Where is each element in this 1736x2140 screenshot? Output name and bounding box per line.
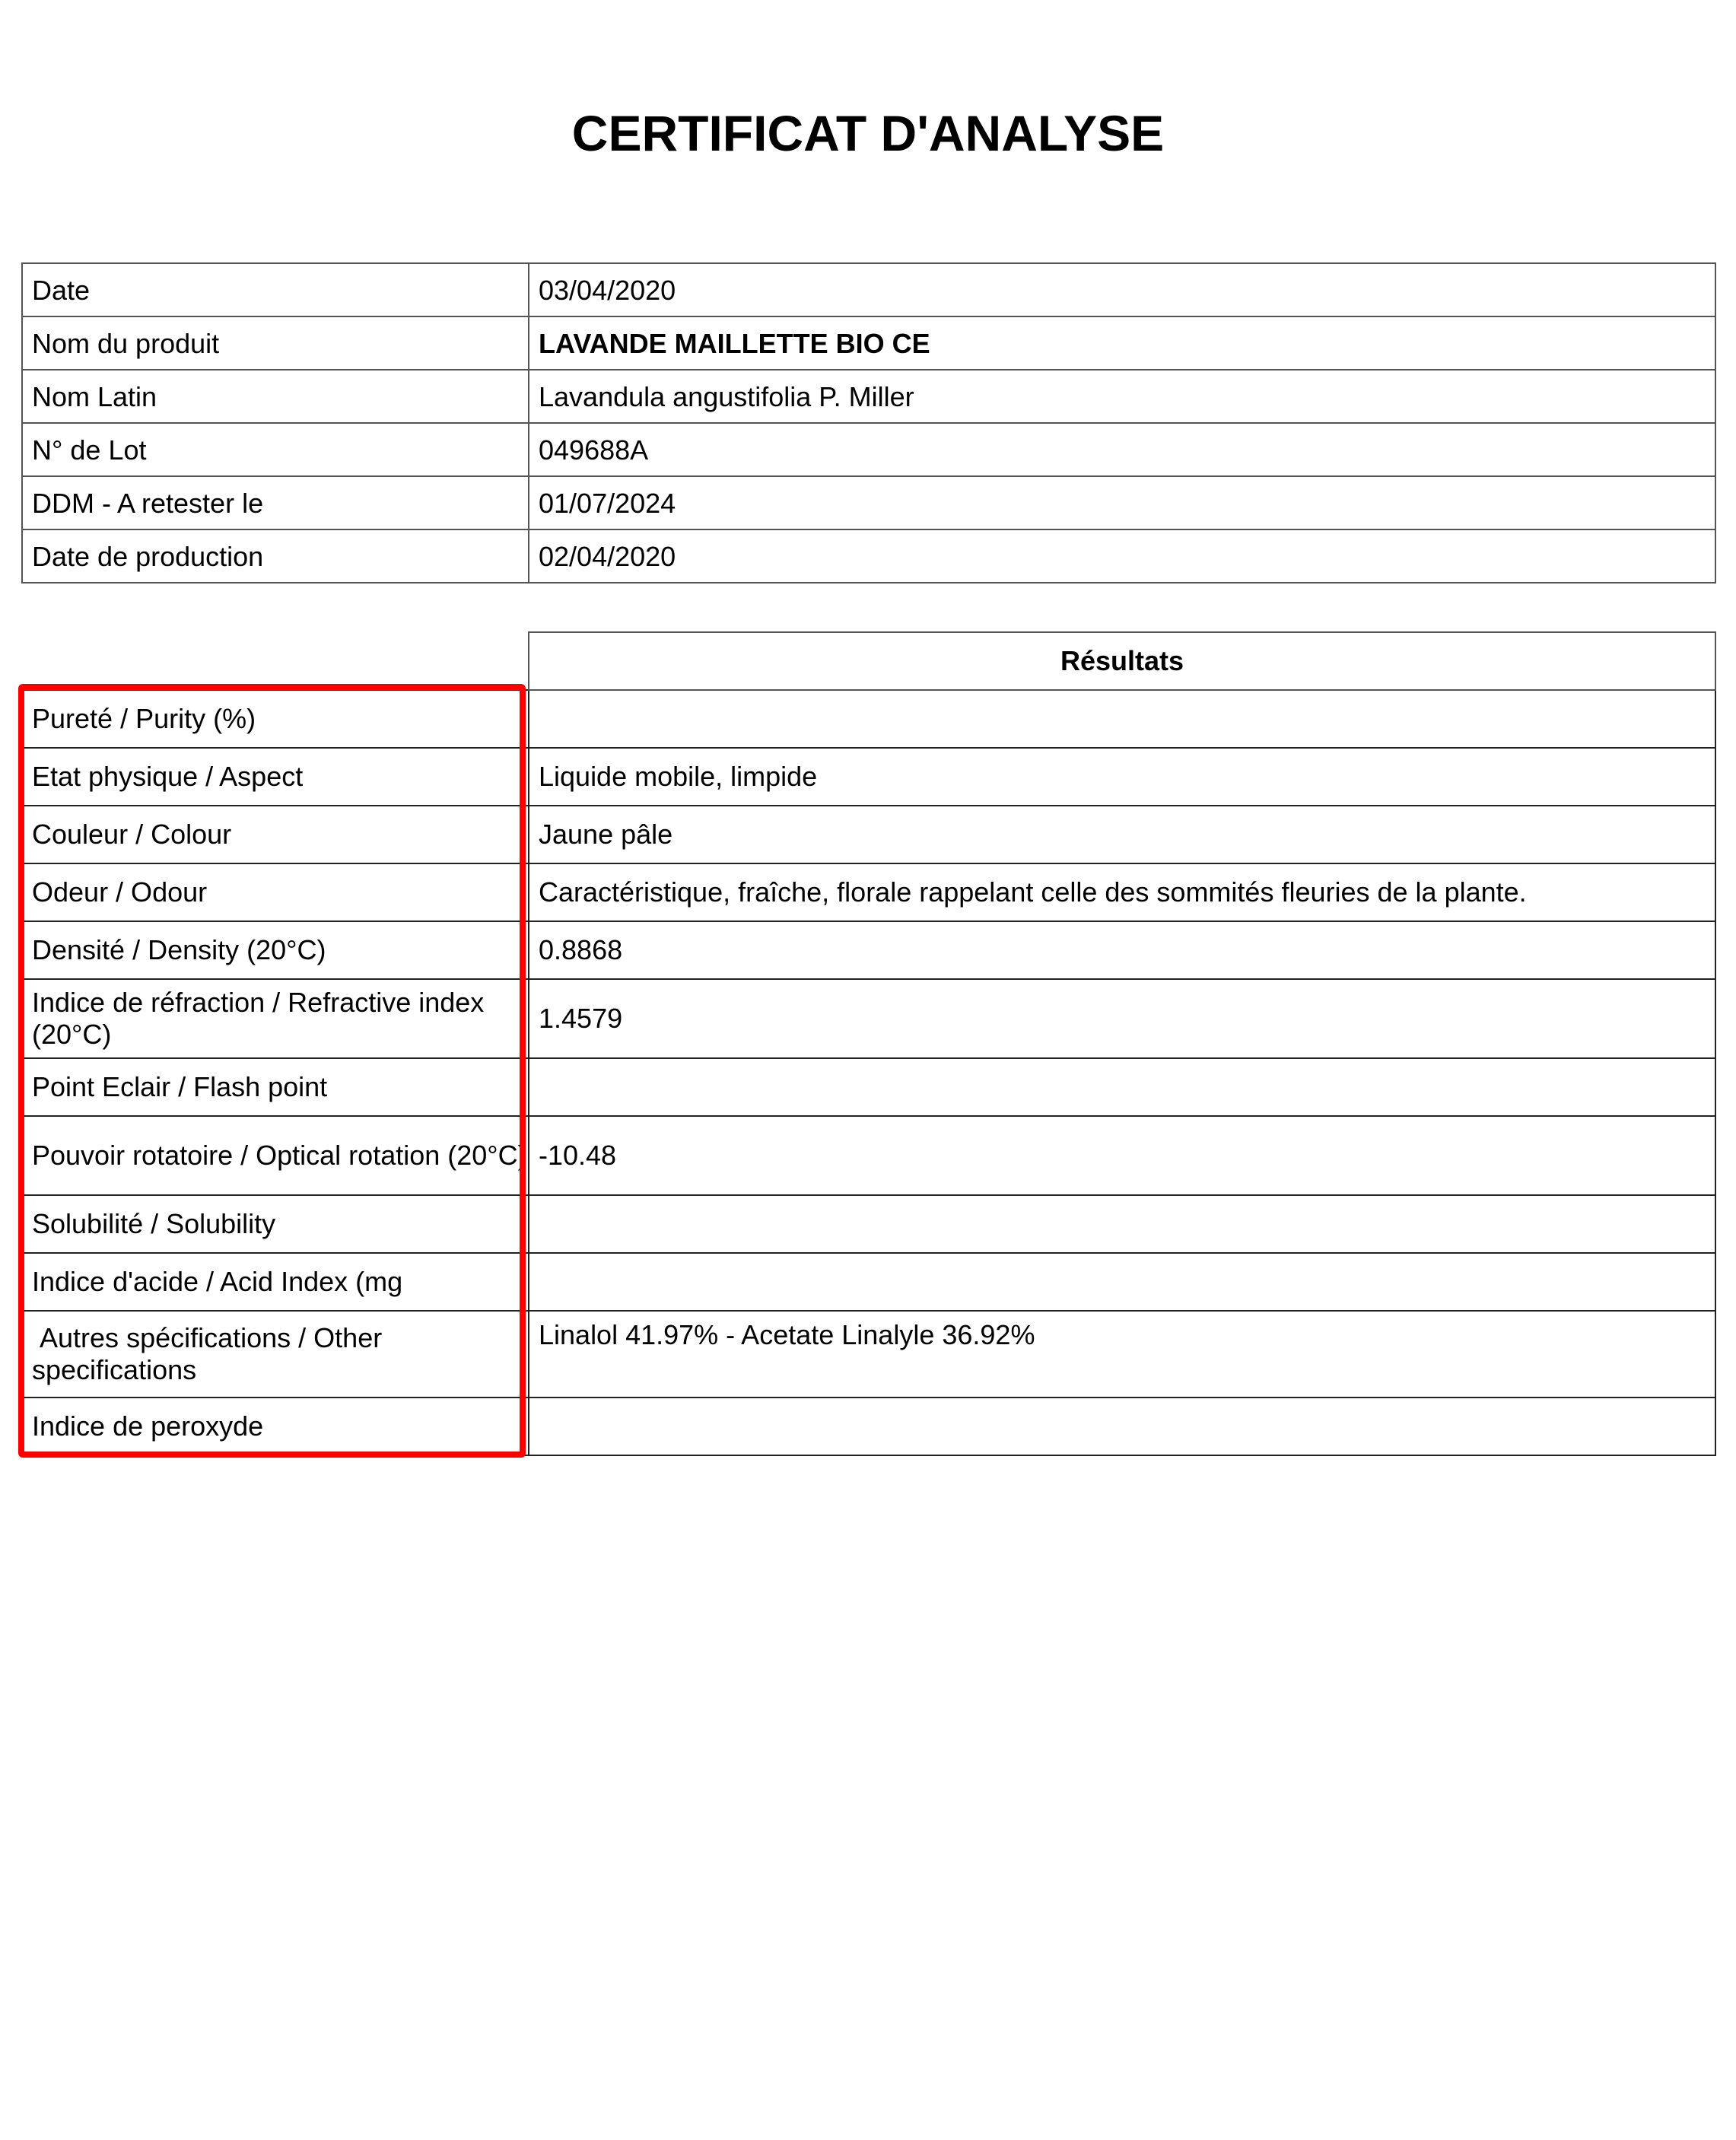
result-label: Autres spécifications / Other specifications [22,1311,529,1398]
result-row-solubility [22,1195,1715,1253]
result-label: Indice de réfraction / Refractive index (20°C) [22,979,529,1058]
info-label: N° de Lot [22,423,529,476]
info-label: Date [22,263,529,316]
result-row-aspect [22,748,1715,806]
result-row-acid-index [22,1253,1715,1311]
info-label: Nom du produit [22,316,529,370]
info-value: 049688A [529,423,1715,476]
result-value: Jaune pâle [529,806,1715,863]
info-label: Date de production [22,529,529,583]
result-value [529,690,1715,748]
result-value [529,1398,1715,1455]
info-row-production-date [22,529,1715,583]
result-row-purity [22,690,1715,748]
product-info-table [21,262,1716,583]
result-value [529,1253,1715,1311]
result-row-colour [22,806,1715,863]
results-table [21,631,1716,1456]
results-header-spacer [22,632,529,690]
result-row-optical-rotation [22,1116,1715,1195]
info-row-date [22,263,1715,316]
result-label: Point Eclair / Flash point [22,1058,529,1116]
results-header: Résultats [529,632,1715,690]
result-value [529,1195,1715,1253]
info-row-latin-name [22,370,1715,423]
result-value: Caractéristique, fraîche, florale rappelant celle des sommités fleuries de la plante. [529,863,1715,921]
result-row-peroxide-index [22,1398,1715,1455]
info-row-product-name [22,316,1715,370]
info-row-ddm [22,476,1715,529]
result-label: Solubilité / Solubility [22,1195,529,1253]
result-value [529,1058,1715,1116]
result-label: Indice de peroxyde [22,1398,529,1455]
result-value: 1.4579 [529,979,1715,1058]
result-label: Indice d'acide / Acid Index (mg [22,1253,529,1311]
result-label: Pouvoir rotatoire / Optical rotation (20°C) [22,1116,529,1195]
result-value: 0.8868 [529,921,1715,979]
result-label: Pureté / Purity (%) [22,690,529,748]
info-value: 03/04/2020 [529,263,1715,316]
result-row-flash-point [22,1058,1715,1116]
info-row-lot-number [22,423,1715,476]
result-label: Couleur / Colour [22,806,529,863]
info-label: Nom Latin [22,370,529,423]
result-value: -10.48 [529,1116,1715,1195]
info-value: 02/04/2020 [529,529,1715,583]
result-value: Linalol 41.97% - Acetate Linalyle 36.92% [529,1311,1715,1398]
result-row-density [22,921,1715,979]
document-title: CERTIFICAT D'ANALYSE [571,105,1165,161]
info-value: Lavandula angustifolia P. Miller [529,370,1715,423]
result-label: Etat physique / Aspect [22,748,529,806]
result-label: Densité / Density (20°C) [22,921,529,979]
result-label: Odeur / Odour [22,863,529,921]
results-header-row [22,632,1715,690]
info-value: 01/07/2024 [529,476,1715,529]
info-label: DDM - A retester le [22,476,529,529]
result-row-refractive-index [22,979,1715,1058]
result-value: Liquide mobile, limpide [529,748,1715,806]
product-name-value: LAVANDE MAILLETTE BIO CE [529,316,1715,370]
result-row-odour [22,863,1715,921]
result-row-other-specifications [22,1311,1715,1398]
